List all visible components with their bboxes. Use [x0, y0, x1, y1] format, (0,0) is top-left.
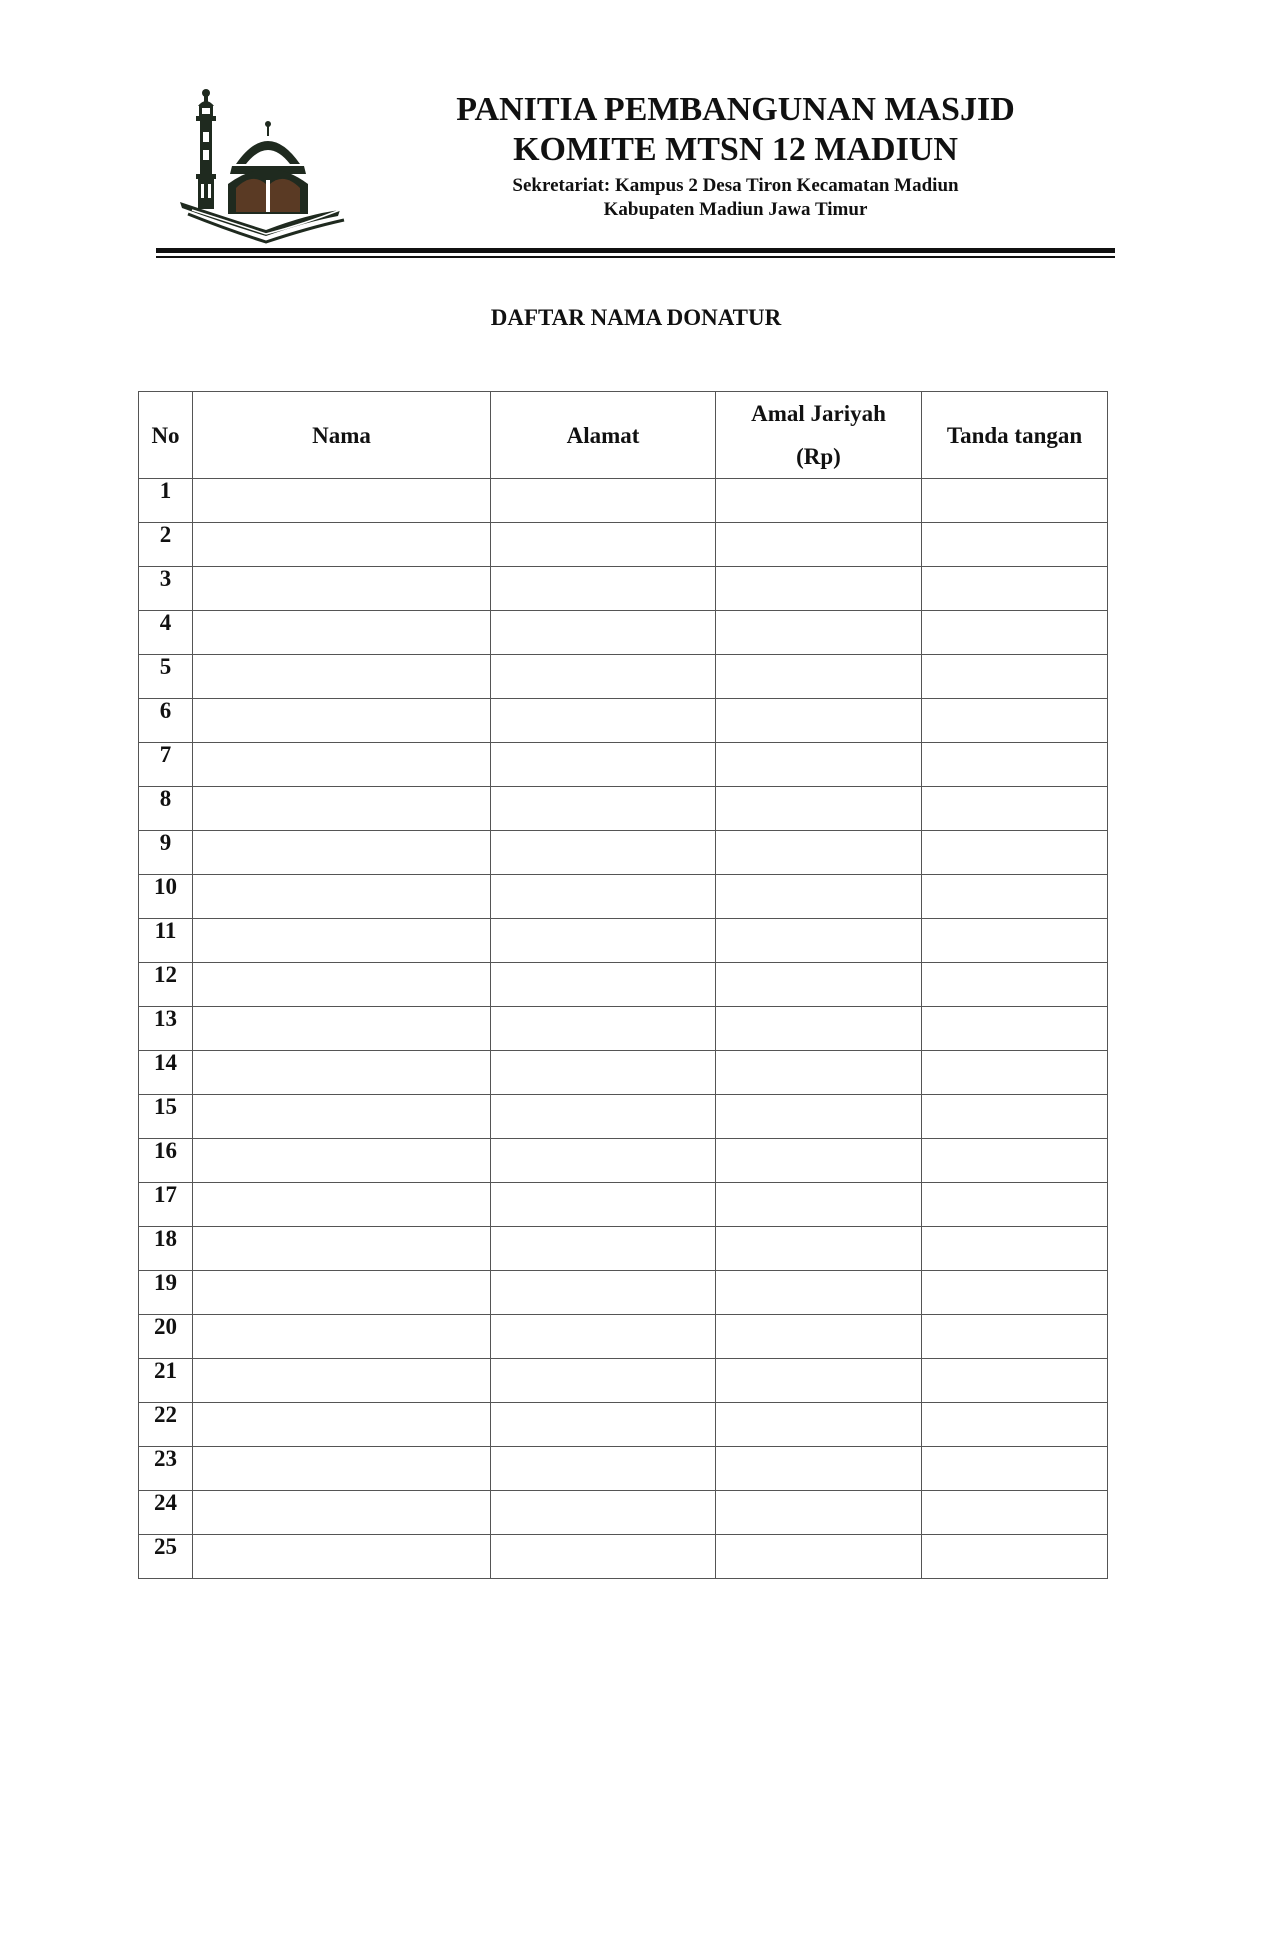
row-number: 13: [139, 1007, 193, 1051]
alamat-cell[interactable]: [491, 567, 716, 611]
row-number: 14: [139, 1051, 193, 1095]
alamat-cell[interactable]: [491, 1007, 716, 1051]
amal-jariyah-cell[interactable]: [716, 611, 922, 655]
table-row: [139, 1271, 1108, 1315]
table-row: [139, 479, 1108, 523]
alamat-cell[interactable]: [491, 1315, 716, 1359]
table-row: [139, 1403, 1108, 1447]
donor-table-body: [139, 479, 1108, 1579]
tanda-tangan-cell[interactable]: [922, 1139, 1108, 1183]
table-row: [139, 567, 1108, 611]
row-number: 21: [139, 1359, 193, 1403]
nama-cell[interactable]: [193, 567, 491, 611]
amal-jariyah-cell[interactable]: [716, 919, 922, 963]
header-divider-thick: [156, 248, 1115, 253]
amal-jariyah-cell[interactable]: [716, 1447, 922, 1491]
table-row: [139, 523, 1108, 567]
amal-jariyah-label: Amal Jariyah: [751, 401, 886, 426]
row-number: 10: [139, 875, 193, 919]
amal-jariyah-cell[interactable]: [716, 963, 922, 1007]
document-title: [0, 305, 1270, 331]
tanda-tangan-cell[interactable]: [922, 1007, 1108, 1051]
table-row: [139, 1227, 1108, 1271]
amal-jariyah-unit: (Rp): [796, 444, 841, 469]
table-row: [139, 1007, 1108, 1051]
row-number: 9: [139, 831, 193, 875]
tanda-tangan-cell[interactable]: [922, 1095, 1108, 1139]
organization-text: [358, 90, 1113, 222]
tanda-tangan-cell[interactable]: [922, 1183, 1108, 1227]
amal-jariyah-cell[interactable]: [716, 1007, 922, 1051]
column-header-no: No: [139, 392, 193, 479]
table-row: [139, 1051, 1108, 1095]
row-number: 22: [139, 1403, 193, 1447]
nama-cell[interactable]: [193, 963, 491, 1007]
table-row: [139, 1447, 1108, 1491]
nama-cell[interactable]: [193, 479, 491, 523]
tanda-tangan-cell[interactable]: [922, 1359, 1108, 1403]
nama-cell[interactable]: [193, 1491, 491, 1535]
row-number: 6: [139, 699, 193, 743]
amal-jariyah-cell[interactable]: [716, 1051, 922, 1095]
tanda-tangan-cell[interactable]: [922, 1447, 1108, 1491]
nama-cell[interactable]: [193, 875, 491, 919]
nama-cell[interactable]: [193, 1183, 491, 1227]
row-number: 12: [139, 963, 193, 1007]
nama-cell[interactable]: [193, 1359, 491, 1403]
row-number: 25: [139, 1535, 193, 1579]
table-row: [139, 875, 1108, 919]
nama-cell[interactable]: [193, 831, 491, 875]
alamat-cell[interactable]: [491, 1271, 716, 1315]
nama-cell[interactable]: [193, 787, 491, 831]
table-row: [139, 699, 1108, 743]
row-number: 7: [139, 743, 193, 787]
tanda-tangan-cell[interactable]: [922, 655, 1108, 699]
nama-cell[interactable]: [193, 611, 491, 655]
nama-cell[interactable]: [193, 1095, 491, 1139]
table-header-row: [139, 392, 1108, 479]
table-row: [139, 611, 1108, 655]
mosque-book-logo-icon: [168, 84, 348, 244]
row-number: 1: [139, 479, 193, 523]
tanda-tangan-cell[interactable]: [922, 567, 1108, 611]
nama-cell[interactable]: [193, 523, 491, 567]
tanda-tangan-cell[interactable]: [922, 1403, 1108, 1447]
tanda-tangan-cell[interactable]: [922, 743, 1108, 787]
table-row: [139, 919, 1108, 963]
amal-jariyah-cell[interactable]: [716, 831, 922, 875]
alamat-cell[interactable]: [491, 1139, 716, 1183]
nama-cell[interactable]: [193, 699, 491, 743]
alamat-cell[interactable]: [491, 479, 716, 523]
row-number: 11: [139, 919, 193, 963]
row-number: 19: [139, 1271, 193, 1315]
row-number: 5: [139, 655, 193, 699]
row-number: 8: [139, 787, 193, 831]
alamat-cell[interactable]: [491, 743, 716, 787]
amal-jariyah-cell[interactable]: [716, 1403, 922, 1447]
tanda-tangan-cell[interactable]: [922, 875, 1108, 919]
nama-cell[interactable]: [193, 1535, 491, 1579]
alamat-cell[interactable]: [491, 523, 716, 567]
amal-jariyah-cell[interactable]: [716, 1095, 922, 1139]
table-row: [139, 963, 1108, 1007]
amal-jariyah-cell[interactable]: [716, 1359, 922, 1403]
table-row: [139, 1359, 1108, 1403]
tanda-tangan-cell[interactable]: [922, 1535, 1108, 1579]
header-divider-thin: [156, 256, 1115, 258]
nama-cell[interactable]: [193, 1139, 491, 1183]
amal-jariyah-cell[interactable]: [716, 787, 922, 831]
alamat-cell[interactable]: [491, 1403, 716, 1447]
column-header-amal-jariyah: [716, 392, 922, 479]
alamat-cell[interactable]: [491, 963, 716, 1007]
nama-cell[interactable]: [193, 655, 491, 699]
row-number: 3: [139, 567, 193, 611]
tanda-tangan-cell[interactable]: [922, 831, 1108, 875]
tanda-tangan-cell[interactable]: [922, 1271, 1108, 1315]
tanda-tangan-cell[interactable]: [922, 1051, 1108, 1095]
table-row: [139, 1183, 1108, 1227]
row-number: 2: [139, 523, 193, 567]
table-row: [139, 1315, 1108, 1359]
document-title-text: DAFTAR NAMA DONATUR: [490, 305, 782, 330]
column-header-tanda-tangan: Tanda tangan: [922, 392, 1108, 479]
amal-jariyah-cell[interactable]: [716, 1271, 922, 1315]
tanda-tangan-cell[interactable]: [922, 611, 1108, 655]
nama-cell[interactable]: [193, 1271, 491, 1315]
row-number: 23: [139, 1447, 193, 1491]
alamat-cell[interactable]: [491, 1227, 716, 1271]
table-row: [139, 831, 1108, 875]
amal-jariyah-cell[interactable]: [716, 1227, 922, 1271]
table-row: [139, 1491, 1108, 1535]
tanda-tangan-cell[interactable]: [922, 699, 1108, 743]
tanda-tangan-cell[interactable]: [922, 479, 1108, 523]
amal-jariyah-cell[interactable]: [716, 655, 922, 699]
tanda-tangan-cell[interactable]: [922, 1491, 1108, 1535]
amal-jariyah-cell[interactable]: [716, 743, 922, 787]
amal-jariyah-cell[interactable]: [716, 699, 922, 743]
row-number: 17: [139, 1183, 193, 1227]
amal-jariyah-cell[interactable]: [716, 1491, 922, 1535]
secretariat-address: Sekretariat: Kampus 2 Desa Tiron Kecamatan Madiun: [512, 175, 959, 196]
alamat-cell[interactable]: [491, 1095, 716, 1139]
nama-cell[interactable]: [193, 1315, 491, 1359]
alamat-cell[interactable]: [491, 1051, 716, 1095]
row-number: 18: [139, 1227, 193, 1271]
nama-cell[interactable]: [193, 1447, 491, 1491]
committee-name: KOMITE MTSN 12 MADIUN: [513, 131, 958, 168]
nama-cell[interactable]: [193, 1007, 491, 1051]
alamat-cell[interactable]: [491, 919, 716, 963]
nama-cell[interactable]: [193, 1227, 491, 1271]
tanda-tangan-cell[interactable]: [922, 787, 1108, 831]
alamat-cell[interactable]: [491, 875, 716, 919]
alamat-cell[interactable]: [491, 1535, 716, 1579]
alamat-cell[interactable]: [491, 611, 716, 655]
alamat-cell[interactable]: [491, 787, 716, 831]
amal-jariyah-cell[interactable]: [716, 479, 922, 523]
row-number: 20: [139, 1315, 193, 1359]
table-row: [139, 787, 1108, 831]
amal-jariyah-cell[interactable]: [716, 567, 922, 611]
alamat-cell[interactable]: [491, 1359, 716, 1403]
row-number: 15: [139, 1095, 193, 1139]
nama-cell[interactable]: [193, 1403, 491, 1447]
tanda-tangan-cell[interactable]: [922, 1315, 1108, 1359]
letterhead: [158, 84, 1113, 252]
table-row: [139, 655, 1108, 699]
amal-jariyah-cell[interactable]: [716, 1315, 922, 1359]
column-header-nama: Nama: [193, 392, 491, 479]
nama-cell[interactable]: [193, 1051, 491, 1095]
amal-jariyah-cell[interactable]: [716, 523, 922, 567]
alamat-cell[interactable]: [491, 1183, 716, 1227]
table-row: [139, 743, 1108, 787]
alamat-cell[interactable]: [491, 831, 716, 875]
nama-cell[interactable]: [193, 743, 491, 787]
amal-jariyah-cell[interactable]: [716, 875, 922, 919]
table-row: [139, 1139, 1108, 1183]
alamat-cell[interactable]: [491, 1447, 716, 1491]
amal-jariyah-cell[interactable]: [716, 1535, 922, 1579]
tanda-tangan-cell[interactable]: [922, 919, 1108, 963]
alamat-cell[interactable]: [491, 1491, 716, 1535]
tanda-tangan-cell[interactable]: [922, 1227, 1108, 1271]
regency-address: Kabupaten Madiun Jawa Timur: [603, 199, 868, 220]
table-row: [139, 1095, 1108, 1139]
donor-table: [138, 391, 1108, 1579]
tanda-tangan-cell[interactable]: [922, 963, 1108, 1007]
organization-name: PANITIA PEMBANGUNAN MASJID: [456, 91, 1015, 128]
alamat-cell[interactable]: [491, 699, 716, 743]
amal-jariyah-cell[interactable]: [716, 1139, 922, 1183]
tanda-tangan-cell[interactable]: [922, 523, 1108, 567]
amal-jariyah-cell[interactable]: [716, 1183, 922, 1227]
nama-cell[interactable]: [193, 919, 491, 963]
row-number: 24: [139, 1491, 193, 1535]
table-row: [139, 1535, 1108, 1579]
alamat-cell[interactable]: [491, 655, 716, 699]
row-number: 16: [139, 1139, 193, 1183]
column-header-alamat: Alamat: [491, 392, 716, 479]
row-number: 4: [139, 611, 193, 655]
